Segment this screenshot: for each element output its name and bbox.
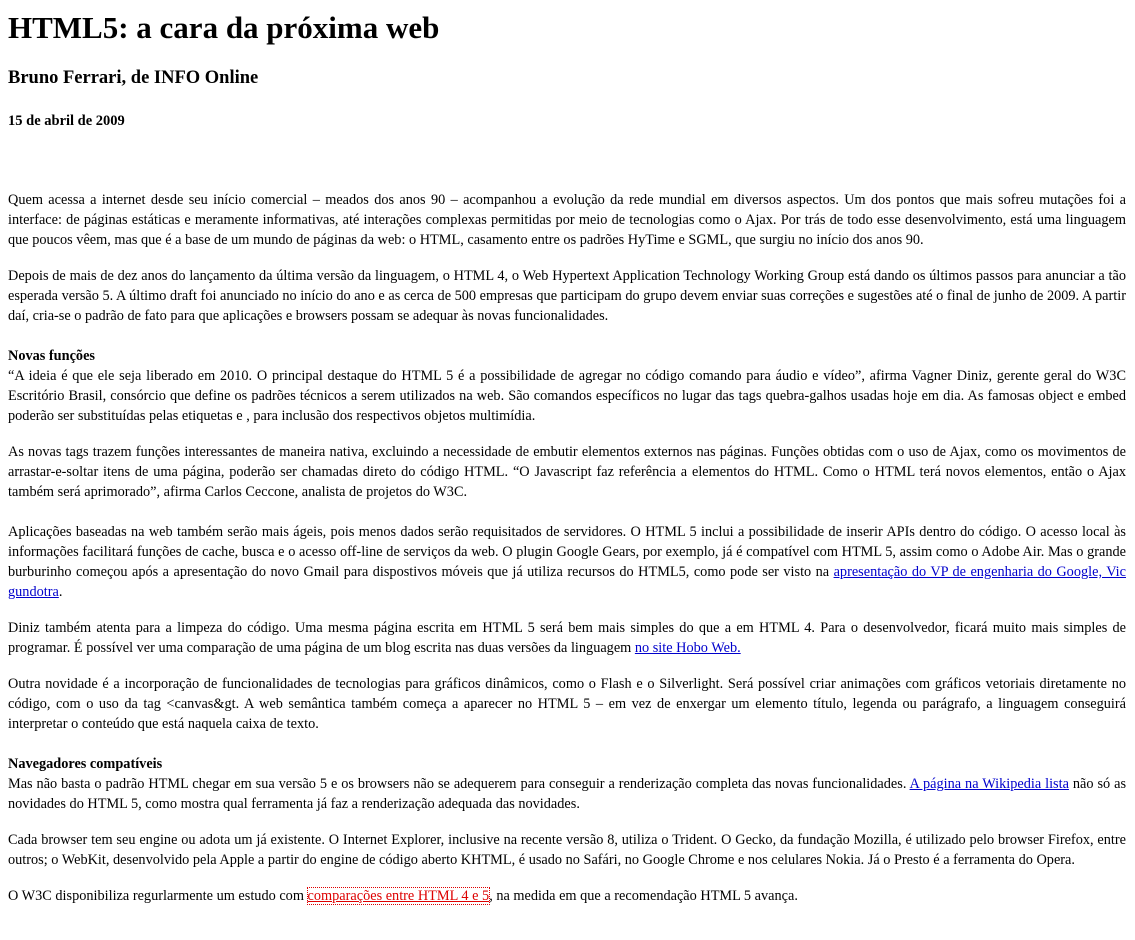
- paragraph: Quem acessa a internet desde seu início comercial – meados dos anos 90 – acompanhou a evolução da rede mundial em diversos aspectos. Um dos pontos que mais sofreu mutações foi a interface: de páginas estáticas e meramente informativas, até interações complexas permitidas por meio de tecnologias como o Ajax. Por trás de todo esse desenvolvimento, está uma linguagem que poucos vêem, mas que é a base de um mundo de páginas da web: o HTML, casamento entre os padrões HyTime e SGML, que surgiu no início dos anos 90.: [8, 192, 1126, 248]
- link-hobo-web[interactable]: no site Hobo Web.: [634, 640, 741, 656]
- paragraph: [8, 754, 1126, 814]
- paragraph-text: , na medida em que a recomendação HTML 5 avança.: [489, 888, 798, 904]
- paragraph-text: “A ideia é que ele seja liberado em 2010. O principal destaque do HTML 5 é a possibilidade de agregar no código comando para áudio e vídeo”, afirma Vagner Diniz, gerente geral do W3C Escritório Brasil, consórcio que define os padrões técnicos a serem utilizados na web. São comandos específicos no lugar das tags quebra-galhos usadas hoje em dia. As famosas object e embed poderão ser substituídas pelas etiquetas e , para inclusão dos respectivos objetos multimídia.: [8, 368, 1126, 424]
- paragraph: [8, 346, 1126, 426]
- paragraph: [8, 886, 1126, 906]
- paragraph-text: não só as novidades do HTML 5, como mostra qual ferramenta já faz a renderização adequada das novidades.: [8, 776, 1127, 812]
- section-heading-navegadores: Navegadores compatíveis: [8, 756, 163, 772]
- section-heading-novas-funcoes: Novas funções: [8, 348, 95, 364]
- paragraph-text: Mas não basta o padrão HTML chegar em sua versão 5 e os browsers não se adequerem para conseguir a renderização completa das novas funcionalidades.: [8, 776, 910, 792]
- paragraph-text: O W3C disponibiliza regurlarmente um estudo com: [8, 888, 308, 904]
- link-html4-vs-html5-comparison[interactable]: comparações entre HTML 4 e 5: [307, 888, 490, 904]
- paragraph: Cada browser tem seu engine ou adota um já existente. O Internet Explorer, inclusive na recente versão 8, utiliza o Trident. O Gecko, da fundação Mozilla, é utilizado pelo browser Firefox, entre outros; o WebKit, desenvolvido pela Apple a partir do engine de código aberto KHTML, é usado no Safári, no Google Chrome e nos celulares Nokia. Já o Presto é a ferramenta do Opera.: [8, 832, 1126, 868]
- link-vic-gundotra-presentation[interactable]: apresentação do VP de engenharia do Google, Vic gundotra: [8, 564, 1126, 600]
- paragraph: As novas tags trazem funções interessantes de maneira nativa, excluindo a necessidade de embutir elementos externos nas páginas. Funções obtidas com o uso de Ajax, como os movimentos de arrastar-e-soltar itens de uma página, poderão ser chamadas direto do código HTML. “O Javascript faz referência a elementos do HTML. Como o HTML terá novos elementos, então o Ajax também será aprimorado”, afirma Carlos Ceccone, analista de projetos do W3C.: [8, 444, 1126, 500]
- link-wikipedia[interactable]: A página na Wikipedia lista: [909, 776, 1069, 792]
- paragraph: Depois de mais de dez anos do lançamento da última versão da linguagem, o HTML 4, o Web Hypertext Application Technology Working Group está dando os últimos passos para anunciar a tão esperada versão 5. A último draft foi anunciado no início do ano e as cerca de 500 empresas que participam do grupo devem enviar suas correções e sugestões até o final de junho de 2009. A partir daí, cria-se o padrão de fato para que aplicações e browsers possam se adequar às novas funcionalidades.: [8, 268, 1126, 324]
- article-title: HTML5: a cara da próxima web: [8, 10, 440, 45]
- paragraph-text: Aplicações baseadas na web também serão mais ágeis, pois menos dados serão requisitados de servidores. O HTML 5 inclui a possibilidade de inserir APIs dentro do código. O acesso local às informações facilitará funções de cache, busca e o acesso off-line de serviços da web. O plugin Google Gears, por exemplo, já é compatível com HTML 5, assim como o Adobe Air. Mas o grande burburinho começou após a apresentação do novo Gmail para dispostivos móveis que já utiliza recursos do HTML5, como pode ser visto na: [8, 524, 1126, 580]
- paragraph: Outra novidade é a incorporação de funcionalidades de tecnologias para gráficos dinâmicos, como o Flash e o Silverlight. Será possível criar animações com gráficos vetoriais diretamente no código, com o uso da tag <canvas&gt. A web semântica também começa a aparecer no HTML 5 – em vez de enxergar um elemento título, legenda ou parágrafo, a linguagem conseguirá interpretar o conteúdo que está naquela caixa de texto.: [8, 676, 1126, 732]
- article-body: [8, 190, 1126, 922]
- paragraph-text: Diniz também atenta para a limpeza do código. Uma mesma página escrita em HTML 5 será bem mais simples do que a em HTML 4. Para o desenvolvedor, ficará muito mais simples de programar. É possível ver uma comparação de uma página de um blog escrita nas duas versões da linguagem: [8, 620, 1126, 656]
- article-date: 15 de abril de 2009: [8, 113, 125, 129]
- paragraph: [8, 618, 1126, 658]
- paragraph-text: .: [58, 584, 63, 600]
- paragraph: [8, 522, 1126, 602]
- article-author: Bruno Ferrari, de INFO Online: [8, 68, 259, 88]
